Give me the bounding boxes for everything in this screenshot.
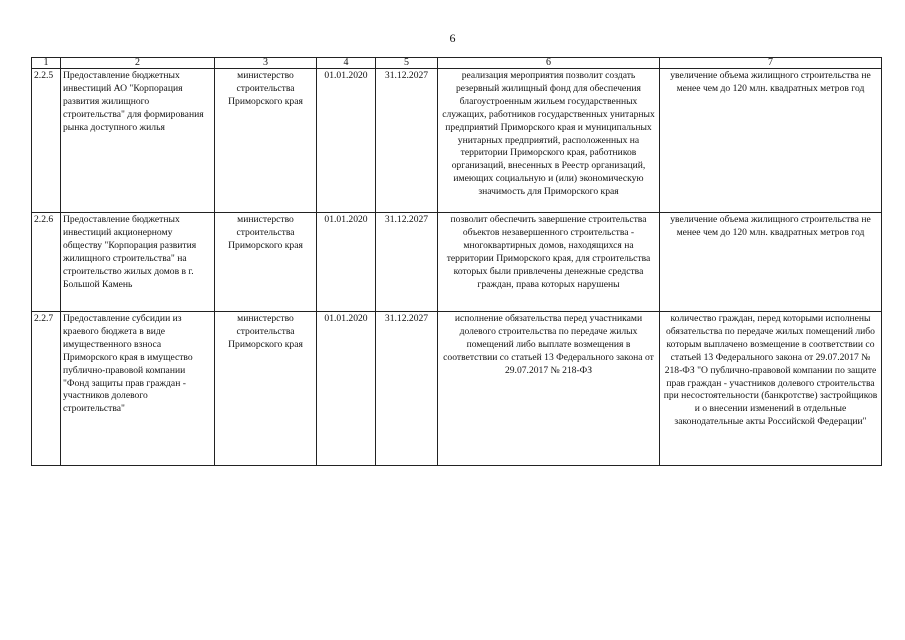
executor: министерство строительства Приморского края [215, 213, 317, 312]
table-header-row [32, 58, 882, 69]
column-header: 3 [215, 58, 317, 69]
indicator: увеличение объема жилищного строительства не менее чем до 120 млн. квадратных метров год [660, 69, 882, 213]
expected-result: позволит обеспечить завершение строительства объектов незавершенного строительства - многоквартирных домов, находящихся на территории Приморского края, для строительства которых были привлечены денежные средства граждан, права которых нарушены [438, 213, 660, 312]
table-row [32, 213, 882, 312]
start-date: 01.01.2020 [317, 213, 376, 312]
row-number: 2.2.5 [32, 69, 61, 213]
measure-name: Предоставление субсидии из краевого бюджета в виде имущественного взноса Приморского края в имущество публично-правовой компании "Фонд защиты прав граждан - участников долевого строительства" [61, 312, 215, 466]
end-date: 31.12.2027 [376, 69, 438, 213]
end-date: 31.12.2027 [376, 312, 438, 466]
column-header: 5 [376, 58, 438, 69]
column-header: 6 [438, 58, 660, 69]
row-number: 2.2.7 [32, 312, 61, 466]
column-header: 7 [660, 58, 882, 69]
executor: министерство строительства Приморского края [215, 69, 317, 213]
indicator: количество граждан, перед которыми исполнены обязательства по передаче жилых помещений либо которым выплачено возмещение в соответствии со статьей 13 Федерального закона от 29.07.2017 № 218-ФЗ "О публично-правовой компании по защите прав граждан - участников долевого строительства при несостоятельности (банкротстве) застройщиков и о внесении изменений в отдельные законодательные акты Российской Федерации" [660, 312, 882, 466]
row-number: 2.2.6 [32, 213, 61, 312]
table-row [32, 69, 882, 213]
measure-name: Предоставление бюджетных инвестиций АО "Корпорация развития жилищного строительства" для формирования рынка доступного жилья [61, 69, 215, 213]
measure-name: Предоставление бюджетных инвестиций акционерному обществу "Корпорация развития жилищного строительства" на строительство жилых домов в г. Большой Камень [61, 213, 215, 312]
executor: министерство строительства Приморского края [215, 312, 317, 466]
expected-result: исполнение обязательства перед участниками долевого строительства по передаче жилых помещений либо выплате возмещения в соответствии со статьей 13 Федерального закона от 29.07.2017 № 218-ФЗ [438, 312, 660, 466]
expected-result: реализация мероприятия позволит создать резервный жилищный фонд для обеспечения благоустроенным жильем государственных служащих, работников государственных унитарных предприятий Приморского края и муниципальных унитарных предприятий, расположенных на территории Приморского края, работников организаций, внесенных в Реестр организаций, имеющих социальную и (или) экономическую значимость для Приморского края [438, 69, 660, 213]
table-row [32, 312, 882, 466]
column-header: 1 [32, 58, 61, 69]
end-date: 31.12.2027 [376, 213, 438, 312]
page-number: 6 [449, 31, 456, 45]
column-header: 4 [317, 58, 376, 69]
indicator: увеличение объема жилищного строительства не менее чем до 120 млн. квадратных метров год [660, 213, 882, 312]
start-date: 01.01.2020 [317, 69, 376, 213]
start-date: 01.01.2020 [317, 312, 376, 466]
measures-table [31, 57, 882, 466]
column-header: 2 [61, 58, 215, 69]
